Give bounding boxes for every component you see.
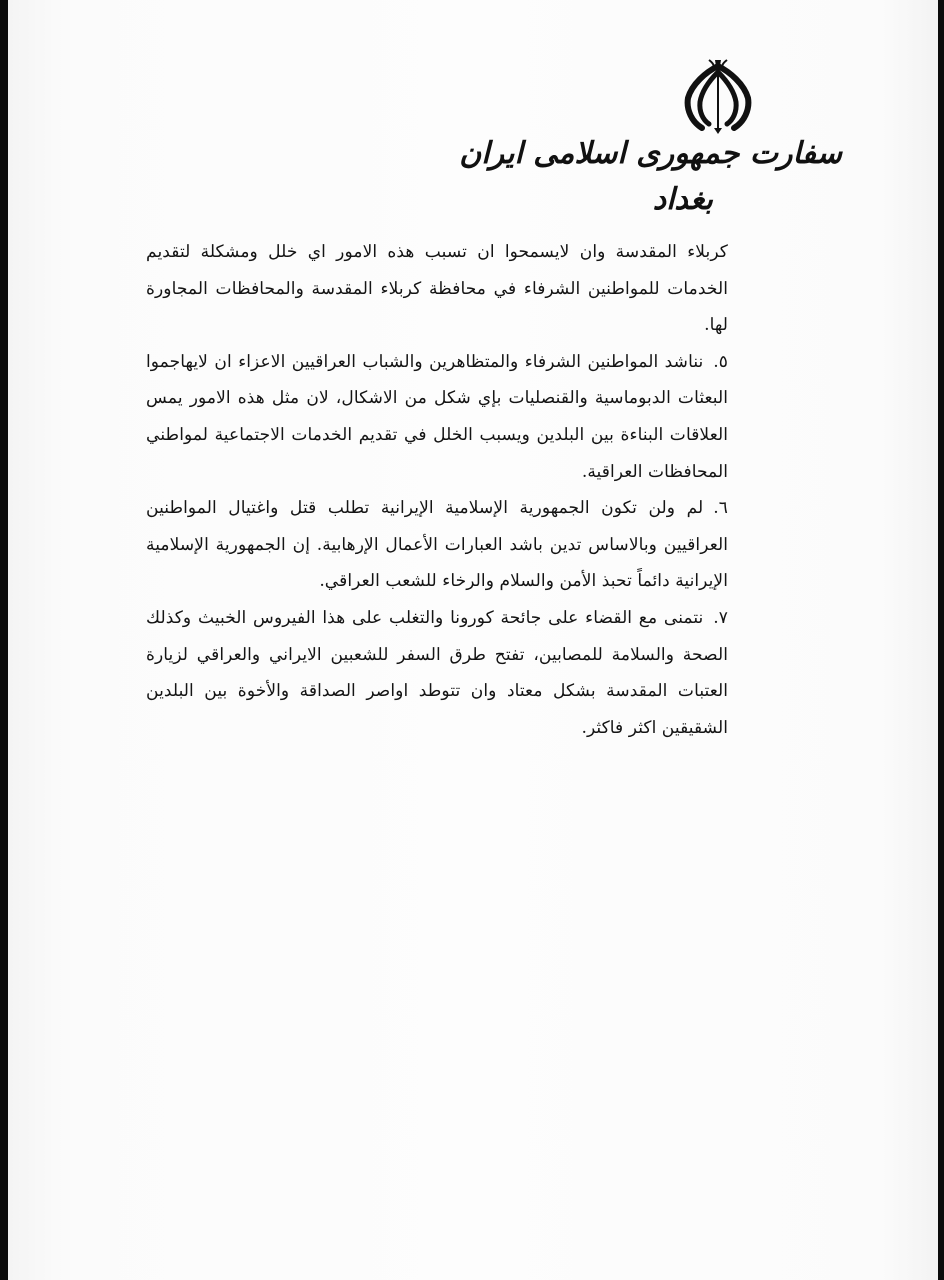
list-item: [146, 600, 728, 746]
item-text: نتمنى مع القضاء على جائحة كورونا والتغلب على هذا الفيروس الخبيث وكذلك الصحة والسلامة للمصابين، تفتح طرق السفر للشعبين الايراني والعراقي لزيارة العتبات المقدسة بشكل معتاد وان تتوطد اواصر الصداقة والأخوة بين البلدين الشقيقين اكثر فاكثر.: [146, 607, 728, 738]
item-number: ٦.: [713, 498, 728, 519]
item-text: نناشد المواطنين الشرفاء والمتظاهرين والشباب العراقيين الاعزاء ان لايهاجموا البعثات الدبوماسية والقنصليات بإي شكل من الاشكال، لان مثل هذه الامور يمس العلاقات البناءة بين البلدين ويسبب الخلل في تقديم الخدمات الاجتماعية لمواطني المحافظات العراقية.: [146, 351, 728, 482]
embassy-city: بغداد: [652, 182, 713, 217]
item-number: ٥.: [713, 351, 728, 372]
iran-emblem-icon: [678, 58, 758, 134]
list-item: [146, 344, 728, 490]
item-text: لم ولن تكون الجمهورية الإسلامية الإيرانية تطلب قتل واغتيال المواطنين العراقيين وبالاساس تدين باشد العبارات الأعمال الإرهابية. إن الجمهورية الإسلامية الإيرانية دائماً تحبذ الأمن والسلام والرخاء للشعب العراقي.: [146, 498, 728, 592]
embassy-title: سفارت جمهوری اسلامی ایران: [459, 136, 842, 171]
paragraph-continuation: كربلاء المقدسة وان لايسمحوا ان تسبب هذه الامور اي خلل ومشكلة لتقديم الخدمات للمواطنين الشرفاء في محافظة كربلاء المقدسة والمحافظات المجاورة لها.: [146, 242, 728, 336]
letter-body: [146, 234, 728, 746]
item-number: ٧.: [713, 607, 728, 628]
letter-page: [8, 0, 938, 1280]
list-item: [146, 490, 728, 600]
